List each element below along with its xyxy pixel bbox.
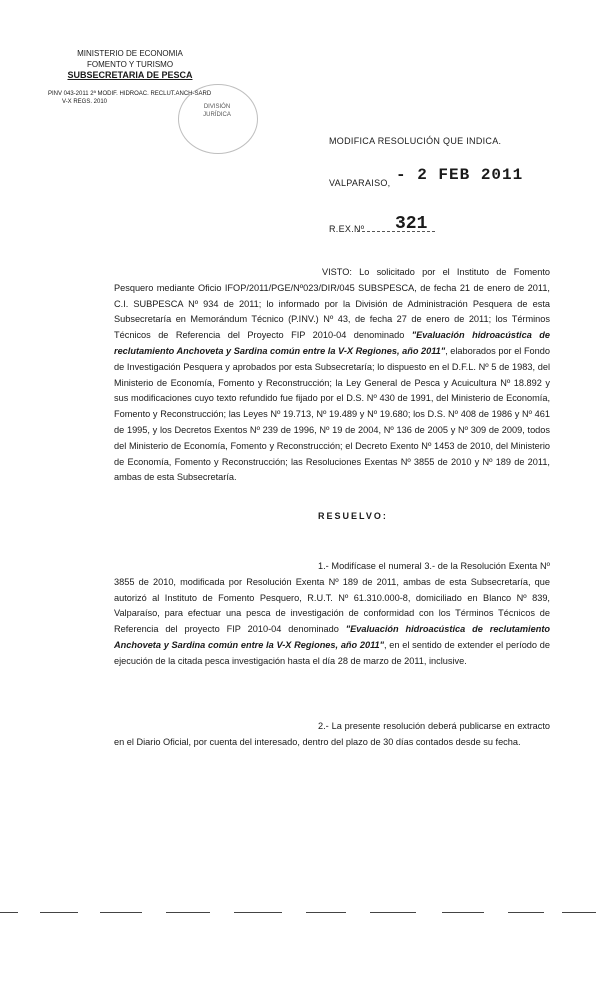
divider <box>166 912 210 913</box>
divider <box>562 912 596 913</box>
divider <box>508 912 544 913</box>
divider <box>306 912 346 913</box>
date-stamp: - 2 FEB 2011 <box>396 166 524 184</box>
divider <box>0 912 18 913</box>
resolution-item-1 <box>114 559 550 670</box>
item1-text-cont: , en el sentido de extender el período de ejecución de la citada pesca investigación hasta el día 28 de marzo de 2011, inclusive. <box>114 639 550 666</box>
ministry-line: MINISTERIO DE ECONOMIA <box>77 49 183 58</box>
stamp-text: DIVISIÓN JURÍDICA <box>203 104 231 118</box>
divider <box>442 912 484 913</box>
divider <box>100 912 142 913</box>
reference-line: PINV 043-2011 2ª MODIF. HIDROAC. RECLUT.ANCH-SARD <box>48 91 212 97</box>
resolution-item-2: 2.- La presente resolución deberá publicarse en extracto en el Diario Oficial, por cuenta del interesado, dentro del plazo de 30 días contados desde su fecha. <box>114 721 550 747</box>
project-title: "Evaluación hidroacústica de reclutamiento Anchoveta y Sardina común entre la V-X Regiones, año 2011" <box>114 330 550 356</box>
item1-text: 1.- Modifícase el numeral 3.- de la Resolución Exenta Nº 3855 de 2010, modificada por Resolución Exenta Nº 189 de 2011, ambas de esta Subsecretaría, que autorizó al Instituto de Fomento Pesquero, R.U.T. Nº 61.310.000-8, domiciliado en Blanco Nº 839, Valparaíso, para efectuar una pesca de investigación de conformidad con los Términos Técnicos de Referencia del proyecto FIP 2010-04 denominado <box>114 561 550 635</box>
divider <box>40 912 78 913</box>
visto-paragraph <box>114 265 550 486</box>
stamp-seal-icon <box>178 84 258 154</box>
subsecretaria-line: SUBSECRETARIA DE PESCA <box>67 70 193 80</box>
document-title: MODIFICA RESOLUCIÓN QUE INDICA. <box>329 136 502 146</box>
rex-label: R.EX.Nº <box>329 224 365 234</box>
project-title: "Evaluación hidroacústica de reclutamiento Anchoveta y Sardina común entre la V-X Regiones, año 2011" <box>114 624 550 650</box>
visto-text-cont: , elaborados por el Fondo de Investigación Pesquera y aprobados por esta Subsecretaría; lo dispuesto en el D.F.L. Nº 5 de 1983, del Ministerio de Economía, Fomento y Reconstrucción; la Ley General de Pesca y Acuicultura Nº 18.892 y sus modificaciones cuyo texto refundido fue fijado por el D.S. Nº 430 de 1991, del Ministerio de Economía, Fomento y Reconstrucción; las Leyes Nº 19.713, Nº 19.489 y Nº 19.680; los D.S. Nº 408 de 1986 y Nº 461 de 1995, y los Decretos Exentos Nº 239 de 1996, Nº 19 de 2004, Nº 136 de 2005 y Nº 309 de 2009, todos del Ministerio de Economía, Fomento y Reconstrucción; el Decreto Exento Nº 1453 de 2010, del Ministerio de Economía, Fomento y Reconstrucción; las Resoluciones Exentas Nº 3855 de 2010 y Nº 189 de 2011, ambas de esta Subsecretaría. <box>114 345 550 483</box>
rex-number: 321 <box>395 214 428 234</box>
place-label: VALPARAISO, <box>329 178 391 188</box>
divider <box>370 912 416 913</box>
divider <box>234 912 282 913</box>
ministry-line: FOMENTO Y TURISMO <box>86 60 174 69</box>
visto-text: VISTO: Lo solicitado por el Instituto de Fomento Pesquero mediante Oficio IFOP/2011/PGE/Nº023/DIR/045 SUBSPESCA, de fecha 21 de enero de 2011, C.I. SUBPESCA Nº 934 de 2011; lo informado por la División de Administración Pesquera de esta Subsecretaría en Memorándum Técnico (P.INV.) Nº 43, de fecha 27 de enero de 2011; los Términos Técnicos de Referencia del Proyecto FIP 2010-04 denominado <box>114 267 550 341</box>
resuelvo-heading: RESUELVO: <box>318 511 388 521</box>
ministry-header <box>45 48 215 81</box>
reference-line: V-X REGS. 2010 <box>62 99 108 105</box>
